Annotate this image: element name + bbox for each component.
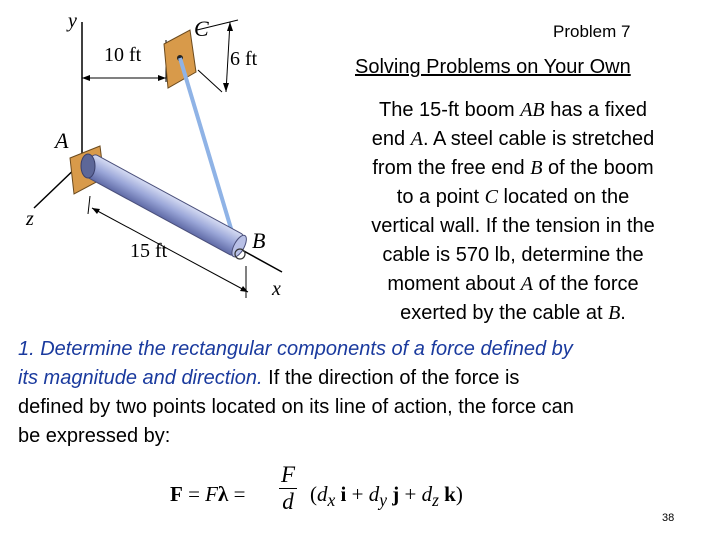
problem-line: exerted by the cable at B. <box>400 302 626 324</box>
problem-line: cable is 570 lb, determine the <box>382 244 644 266</box>
dimension-10ft: 10 ft <box>104 44 142 66</box>
point-b-label: B <box>252 228 266 253</box>
problem-line: to a point C located on the <box>396 186 630 208</box>
step-line-3: defined by two points located on its line of action, the force can <box>18 396 574 418</box>
problem-number: Problem 7 <box>553 22 631 41</box>
step-line-4: be expressed by: <box>18 425 171 447</box>
boom-cable-diagram <box>0 0 340 320</box>
dimension-15ft: 15 ft <box>130 240 168 262</box>
problem-line: The 15-ft boom AB has a fixed <box>379 99 647 121</box>
y-axis-label: y <box>68 10 77 32</box>
problem-line: from the free end B of the boom <box>372 157 654 179</box>
problem-statement <box>338 96 688 328</box>
section-title: Solving Problems on Your Own <box>355 56 631 78</box>
step-line-2: its magnitude and direction. If the direction of the force is <box>18 367 520 389</box>
page-number: 38 <box>662 512 675 524</box>
step-instruction <box>18 335 698 451</box>
problem-line: vertical wall. If the tension in the <box>371 215 655 237</box>
force-formula: F = Fλ = F d ($d_x$ $i + d_y$ $j + d_z$ k) <box>170 462 463 514</box>
problem-line: moment about A of the force <box>387 273 639 295</box>
problem-line: end A. A steel cable is stretched <box>371 128 655 150</box>
x-axis-label: x <box>272 278 281 300</box>
point-c-label: C <box>194 16 209 41</box>
z-axis-label: z <box>26 208 34 230</box>
step-line-1: 1. Determine the rectangular components of a force defined by <box>18 338 573 360</box>
point-a-label: A <box>55 128 69 153</box>
dimension-6ft: 6 ft <box>230 48 258 70</box>
fraction: F d <box>280 462 296 514</box>
